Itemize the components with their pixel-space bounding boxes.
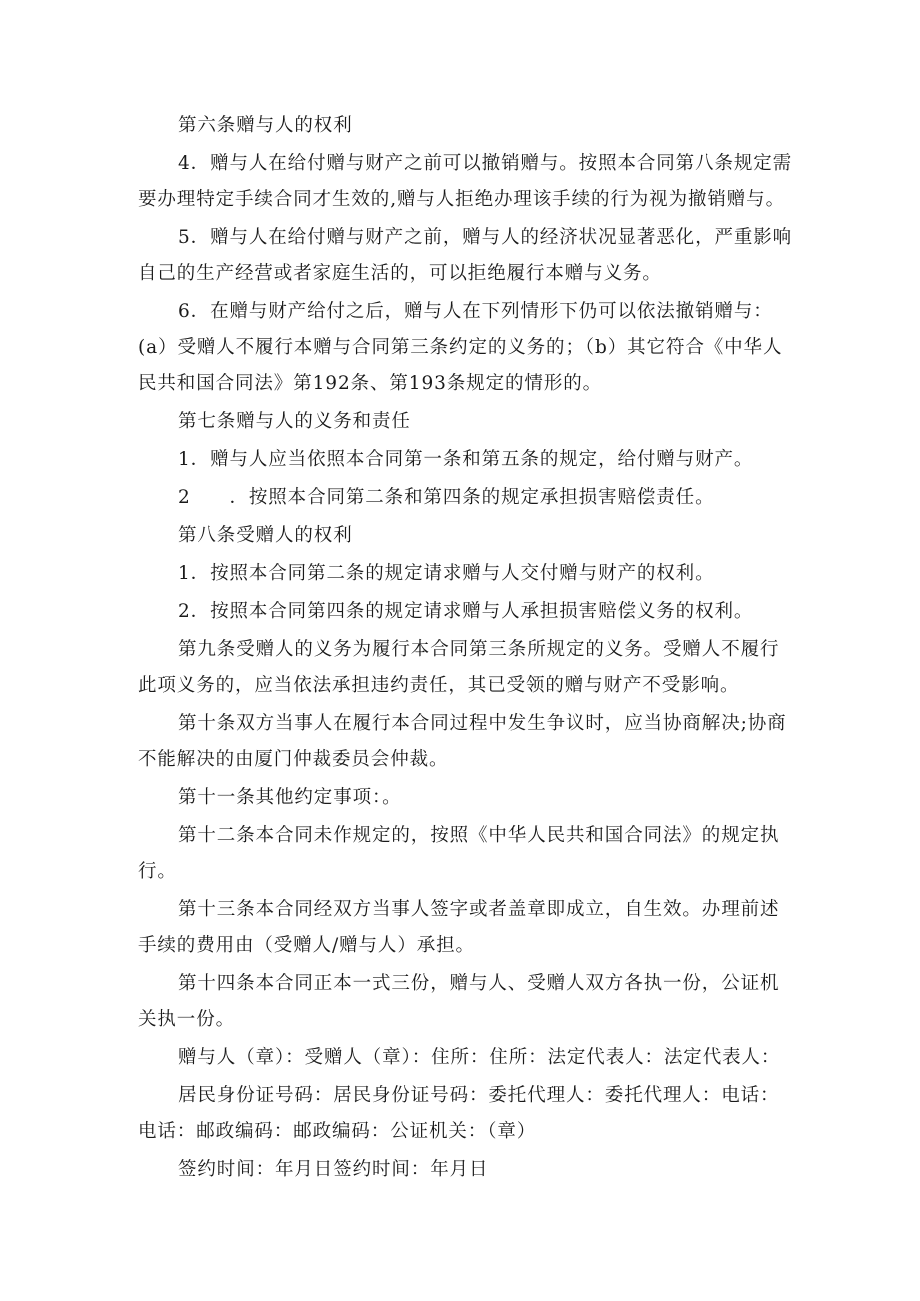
section-heading-7: 第七条赠与人的义务和责任 xyxy=(178,411,411,432)
section-heading-6: 第六条赠与人的权利 xyxy=(178,115,353,136)
clause-6-6: 6．在赠与财产给付之后，赠与人在下列情形下仍可以依法撤销赠与：(a）受赠人不履行本赠与合同第三条约定的义务的；（b）其它符合《中华人民共和国合同法》第192条、第193条规定的情形的。 xyxy=(138,301,783,394)
article-13: 第十三条本合同经双方当事人签字或者盖章即成立，自生效。办理前述手续的费用由（受赠人/赠与人）承担。 xyxy=(138,899,780,956)
article-12: 第十二条本合同未作规定的，按照《中华人民共和国合同法》的规定执行。 xyxy=(138,825,780,882)
clause-7-1: 1．赠与人应当依照本合同第一条和第五条的规定，给付赠与财产。 xyxy=(178,449,754,470)
article-14: 第十四条本合同正本一式三份，赠与人、受赠人双方各执一份，公证机关执一份。 xyxy=(138,973,780,1030)
signature-block-details: 居民身份证号码：居民身份证号码：委托代理人：委托代理人：电话：电话：邮政编码：邮政编码：公证机关：（章） xyxy=(138,1085,780,1142)
document-page xyxy=(138,108,798,1188)
signing-date: 签约时间：年月日签约时间：年月日 xyxy=(178,1159,489,1180)
article-9: 第九条受赠人的义务为履行本合同第三条所规定的义务。受赠人不履行此项义务的，应当依法承担违约责任，其已受领的赠与财产不受影响。 xyxy=(138,639,780,696)
signature-block-parties: 赠与人（章）：受赠人（章）：住所：住所：法定代表人：法定代表人： xyxy=(178,1047,781,1068)
clause-8-2: 2．按照本合同第四条的规定请求赠与人承担损害赔偿义务的权利。 xyxy=(178,601,754,622)
article-10: 第十条双方当事人在履行本合同过程中发生争议时，应当协商解决;协商不能解决的由厦门仲裁委员会仲裁。 xyxy=(138,713,787,770)
clause-6-5: 5．赠与人在给付赠与财产之前，赠与人的经济状况显著恶化，严重影响自己的生产经营或者家庭生活的，可以拒绝履行本赠与义务。 xyxy=(138,227,793,284)
clause-6-4: 4．赠与人在给付赠与财产之前可以撤销赠与。按照本合同第八条规定需要办理特定手续合同才生效的,赠与人拒绝办理该手续的行为视为撤销赠与。 xyxy=(138,153,793,210)
article-11: 第十一条其他约定事项：。 xyxy=(178,787,402,808)
clause-8-1: 1．按照本合同第二条的规定请求赠与人交付赠与财产的权利。 xyxy=(178,563,715,584)
section-heading-8: 第八条受赠人的权利 xyxy=(178,525,353,546)
clause-7-2: 2 ．按照本合同第二条和第四条的规定承担损害赔偿责任。 xyxy=(178,487,715,508)
